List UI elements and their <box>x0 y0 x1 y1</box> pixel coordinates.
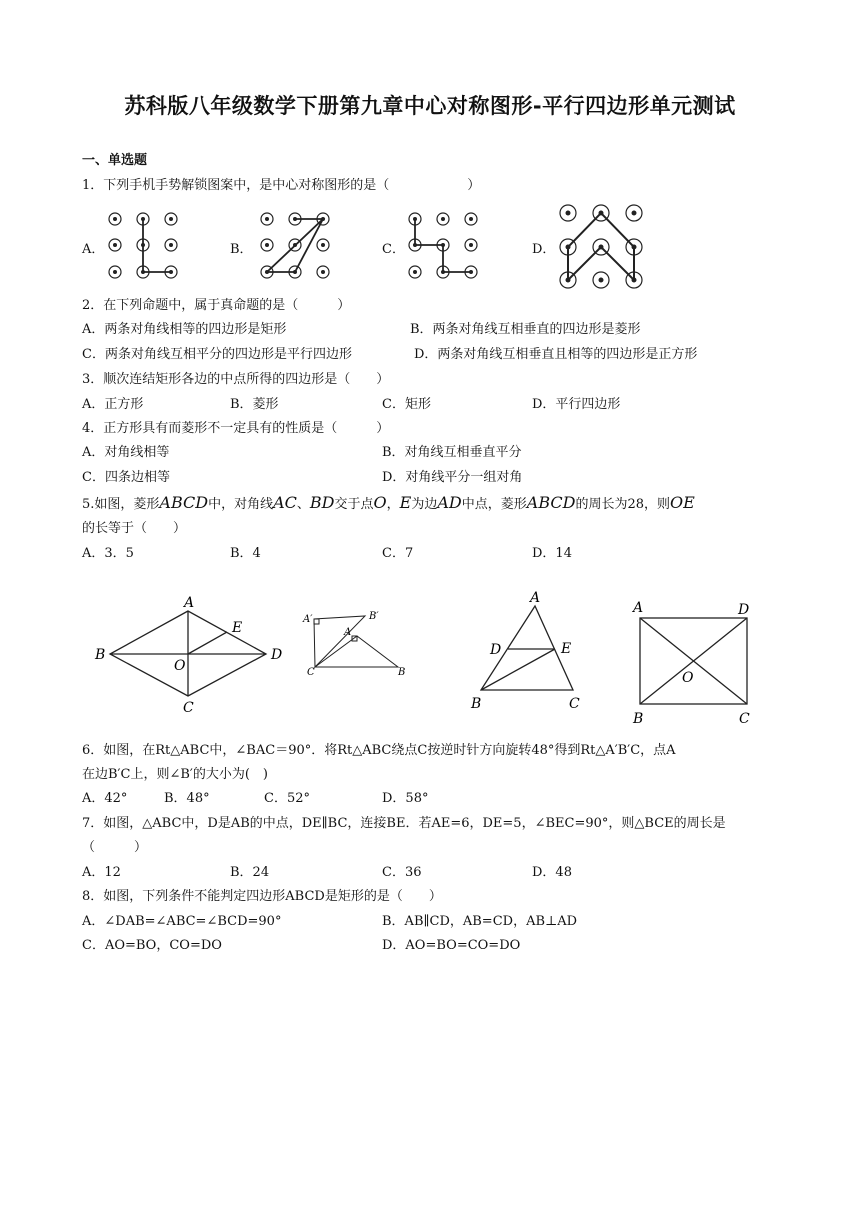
figure-rotation <box>300 605 420 690</box>
rectangle-label-b: B <box>633 711 644 727</box>
q8-option-d: D．AO=BO=CO=DO <box>382 938 521 953</box>
rotation-label-b: B <box>398 667 406 678</box>
q3-stem: 3．顺次连结矩形各边的中点所得的四边形是（ ） <box>82 372 390 387</box>
figure-triangle <box>465 588 595 718</box>
q8-option-c: C．AO=BO，CO=DO <box>82 938 222 953</box>
q1-stem: 1．下列手机手势解锁图案中，是中心对称图形的是（ ） <box>82 178 481 193</box>
q3-option-d: D．平行四边形 <box>532 397 621 412</box>
unlock-pattern-c <box>400 205 490 285</box>
section-heading: 一、单选题 <box>82 153 148 168</box>
figure-rectangle <box>628 597 763 732</box>
triangle-label-c: C <box>569 696 580 712</box>
q5-text-3: 、 <box>296 497 310 512</box>
q5-math-bd: BD <box>309 493 335 512</box>
q7-stem: 7．如图，△ABC中，D是AB的中点，DE∥BC，连接BE．若AE=6，DE=5，∠BEC=90°，则△BCE的周长是 <box>82 816 726 831</box>
q1-option-d-label: D． <box>532 242 556 257</box>
q3-option-a: A．正方形 <box>82 397 144 412</box>
q5-math-ac: AC <box>273 493 297 512</box>
q3-option-b: B．菱形 <box>230 397 279 412</box>
q5-math-e: E <box>399 493 412 512</box>
q5-stem <box>82 494 695 514</box>
rhombus-label-a: A <box>184 595 195 611</box>
q1-option-c-label: C． <box>382 242 405 257</box>
rectangle-label-o: O <box>682 670 694 686</box>
q2-stem: 2．在下列命题中，属于真命题的是（ ） <box>82 298 351 313</box>
rhombus-label-d: D <box>271 647 283 663</box>
q7-option-d: D．48 <box>532 865 572 880</box>
rectangle-label-a: A <box>633 600 644 616</box>
rectangle-label-c: C <box>739 711 750 727</box>
q7-option-a: A．12 <box>82 865 121 880</box>
q2-option-d: D．两条对角线互相垂直且相等的四边形是正方形 <box>414 347 698 362</box>
q5-math-oe: OE <box>670 493 695 512</box>
q1-option-a-label: A． <box>82 242 105 257</box>
rhombus-label-o: O <box>174 658 186 674</box>
figure-rhombus <box>92 595 292 715</box>
rectangle-label-d: D <box>738 602 750 618</box>
triangle-label-d: D <box>490 642 502 658</box>
q5-math-ad: AD <box>437 493 462 512</box>
q6-option-c: C．52° <box>264 791 310 806</box>
q4-option-d: D．对角线平分一组对角 <box>382 470 523 485</box>
q4-option-c: C．四条边相等 <box>82 470 170 485</box>
page-title: 苏科版八年级数学下册第九章中心对称图形-平行四边形单元测试 <box>124 94 736 118</box>
rotation-label-a-prime: A′ <box>303 614 313 625</box>
rotation-label-c: C <box>307 667 315 678</box>
unlock-pattern-b <box>252 205 342 285</box>
q1-option-b-label: B． <box>230 242 253 257</box>
unlock-pattern-d <box>552 198 652 293</box>
q5-text-2: 中，对角线 <box>208 497 274 512</box>
q5-math-abcd-2: ABCD <box>526 493 576 512</box>
q6-stem: 6．如图，在Rt△ABC中，∠BAC＝90°．将Rt△ABC绕点C按逆时针方向旋转48°得到Rt△A′B′C，点A <box>82 743 676 758</box>
unlock-pattern-a <box>100 205 190 285</box>
q2-option-b: B．两条对角线互相垂直的四边形是菱形 <box>410 322 641 337</box>
q5-stem-line2: 的长等于（ ） <box>82 521 187 536</box>
q6-option-d: D．58° <box>382 791 429 806</box>
q4-option-a: A．对角线相等 <box>82 445 170 460</box>
q7-option-c: C．36 <box>382 865 422 880</box>
q4-stem: 4．正方形具有而菱形不一定具有的性质是（ ） <box>82 421 390 436</box>
q2-option-a: A．两条对角线相等的四边形是矩形 <box>82 322 287 337</box>
q3-option-c: C．矩形 <box>382 397 431 412</box>
q5-option-c: C．7 <box>382 546 414 561</box>
q5-math-abcd: ABCD <box>159 493 209 512</box>
q5-text-8: 的周长为28，则 <box>575 497 671 512</box>
rhombus-label-c: C <box>183 700 194 716</box>
triangle-label-a: A <box>530 590 541 606</box>
q2-option-c: C．两条对角线互相平分的四边形是平行四边形 <box>82 347 352 362</box>
q8-option-b: B．AB∥CD，AB=CD，AB⊥AD <box>382 914 578 929</box>
q7-option-b: B．24 <box>230 865 270 880</box>
q4-option-b: B．对角线互相垂直平分 <box>382 445 522 460</box>
rhombus-label-e: E <box>232 620 243 636</box>
q5-option-d: D．14 <box>532 546 572 561</box>
q5-text-4: 交于点 <box>334 497 374 512</box>
q5-text-5: ， <box>386 497 400 512</box>
q5-math-o: O <box>373 493 387 512</box>
q5-text-6: 为边 <box>411 497 438 512</box>
triangle-label-e: E <box>561 641 572 657</box>
q6-option-b: B．48° <box>164 791 210 806</box>
q8-option-a: A．∠DAB=∠ABC=∠BCD=90° <box>82 914 282 929</box>
rotation-label-b-prime: B′ <box>369 611 379 622</box>
q5-text-1: 5.如图，菱形 <box>82 497 160 512</box>
q5-option-a: A．3．5 <box>82 546 134 561</box>
q6-option-a: A．42° <box>82 791 128 806</box>
q6-stem-line2: 在边B′C上，则∠B′的大小为( ) <box>82 767 268 782</box>
rhombus-label-b: B <box>95 647 106 663</box>
q8-stem: 8．如图，下列条件不能判定四边形ABCD是矩形的是（ ） <box>82 889 442 904</box>
q7-stem-line2: （ ） <box>82 840 148 855</box>
triangle-label-b: B <box>471 696 482 712</box>
q5-option-b: B．4 <box>230 546 261 561</box>
q5-text-7: 中点，菱形 <box>461 497 527 512</box>
rotation-label-a: A <box>344 627 352 638</box>
